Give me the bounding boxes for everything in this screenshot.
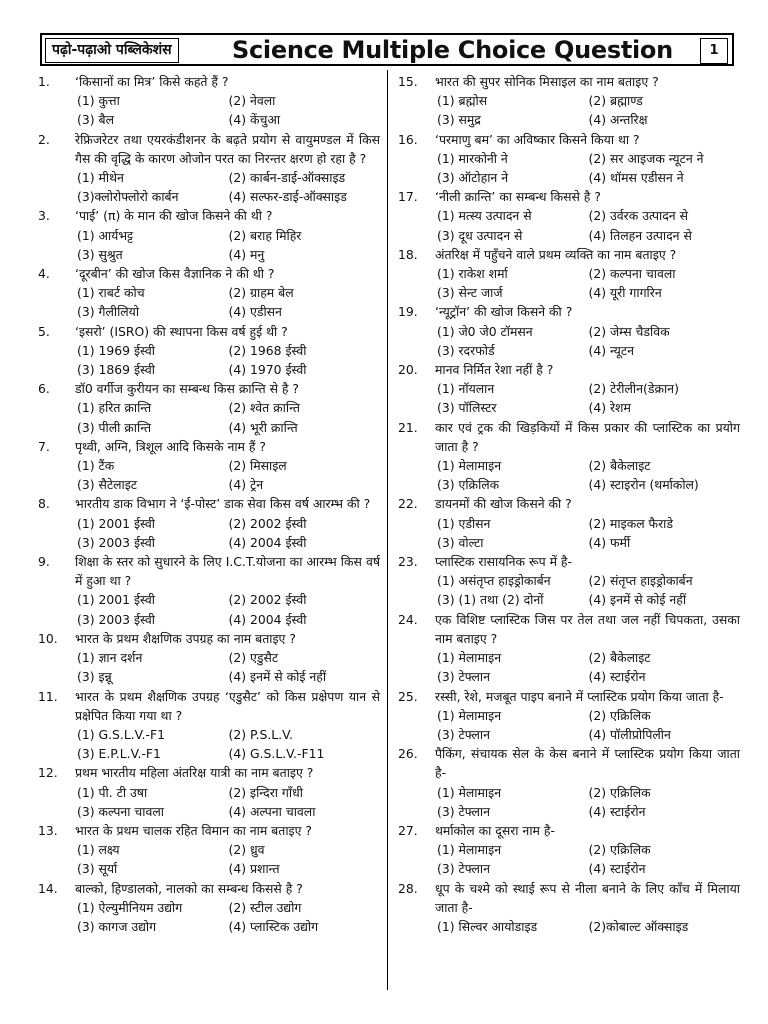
question-text: भारतीय डाक विभाग ने ‘ई-पोस्ट’ डाक सेवा किस वर्ष आरम्भ की ?: [75, 496, 371, 512]
left-column: [38, 72, 380, 936]
option-text: (1) मीथेन: [77, 170, 124, 186]
option-text: (3) 2003 ईस्वी: [77, 534, 155, 550]
question-text: मानव निर्मित रेशा नहीं है ?: [435, 362, 554, 378]
question-text: पैकिंग, संचायक सेल के केस बनाने में प्लास्टिक प्रयोग किया जाता है-: [435, 746, 740, 781]
publisher-label: पढ़ो-पढ़ाओ पब्लिकेशंस: [45, 38, 179, 63]
option-text: (4) एडीसन: [228, 304, 282, 320]
option-text: (3) पॉलिस्टर: [437, 400, 497, 416]
option-text: (3) E.P.L.V.-F1: [77, 746, 161, 762]
options-grid: [435, 917, 740, 936]
option-text: (1) असंतृप्त हाइड्रोकार्बन: [437, 573, 551, 589]
options-grid: [75, 840, 380, 878]
option-text: (3) कागज उद्योग: [77, 918, 157, 934]
option-text: (2) माइकल फैराडे: [588, 515, 674, 531]
question-text: ‘न्यूट्रॉन’ की खोज किसने की ?: [435, 304, 573, 320]
option-text: (2) ग्राहम बेल: [228, 285, 294, 301]
option-text: (3) ऑटोहान ने: [437, 170, 509, 186]
question-item: [398, 360, 740, 418]
option-text: (3) टेफ्लान: [437, 861, 491, 877]
question-text: कार एवं ट्रक की खिड़कियों में किस प्रकार की प्लास्टिक का प्रयोग जाता है ?: [435, 419, 740, 454]
question-number: 10.: [38, 630, 58, 646]
question-item: [398, 302, 740, 360]
options-grid: [75, 398, 380, 436]
options-grid: [75, 725, 380, 763]
option-text: (1) लक्ष्य: [77, 842, 120, 858]
option-text: (4) 2004 ईस्वी: [228, 534, 307, 550]
question-text: ‘किसानों का मित्र’ किसे कहते हैं ?: [75, 74, 229, 89]
option-text: (1) ज्ञान दर्शन: [77, 650, 143, 666]
question-number: 25.: [398, 688, 418, 704]
question-number: 26.: [398, 746, 418, 762]
option-text: (3) गैलीलियो: [77, 304, 140, 320]
option-text: (3) रदरफोर्ड: [437, 342, 495, 358]
option-text: (3) 2003 ईस्वी: [77, 611, 155, 627]
question-text: पृथ्वी, अग्नि, त्रिशूल आदि किसके नाम हैं ?: [75, 438, 266, 454]
page-header: [40, 33, 734, 66]
option-text: (2)कोबाल्ट ऑक्साइड: [588, 918, 689, 934]
option-text: (4) प्लास्टिक उद्योग: [228, 918, 319, 934]
question-number: 17.: [398, 189, 418, 205]
option-text: (4) 2004 ईस्वी: [228, 611, 307, 627]
question-item: [38, 322, 380, 380]
options-grid: [435, 91, 740, 129]
options-grid: [75, 226, 380, 264]
options-grid: [75, 168, 380, 206]
option-text: (1) 2001 ईस्वी: [77, 592, 155, 608]
options-grid: [75, 283, 380, 321]
option-text: (1) ऐल्युमीनियम उद्योग: [77, 899, 183, 915]
question-number: 3.: [38, 208, 50, 224]
option-text: (2) श्वेत क्रान्ति: [228, 400, 300, 416]
options-grid: [75, 590, 380, 628]
question-text: धूप के चश्मे को स्थाई रूप से नीला बनाने के लिए काँच में मिलाया जाता है-: [435, 880, 740, 915]
options-grid: [435, 322, 740, 360]
question-number: 9.: [38, 554, 50, 570]
option-text: (3) समुद्र: [437, 112, 481, 128]
options-grid: [435, 264, 740, 302]
option-text: (1) पी. टी उषा: [77, 784, 148, 800]
option-text: (4) स्टाइरोन (थर्माकोल): [588, 477, 699, 493]
option-text: (3) सुश्रुत: [77, 246, 123, 262]
option-text: (1) एडीसन: [437, 515, 491, 531]
options-grid: [75, 341, 380, 379]
option-text: (3) (1) तथा (2) दोनों: [437, 592, 544, 608]
question-item: [38, 552, 380, 629]
question-number: 22.: [398, 496, 418, 512]
option-text: (2) कार्बन-डाई-ऑक्साइड: [228, 170, 346, 186]
question-text: एक विशिष्ट प्लास्टिक जिस पर तेल तथा जल नहीं चिपकता, उसका नाम बताइए ?: [435, 611, 740, 646]
question-text: प्रथम भारतीय महिला अंतरिक्ष यात्री का नाम बताइए ?: [75, 765, 314, 781]
question-item: [398, 744, 740, 821]
option-text: (4) केंचुआ: [228, 112, 281, 128]
option-text: (3) टेफ्लान: [437, 726, 491, 742]
option-text: (4) पॉलीप्रोपिलीन: [588, 726, 671, 742]
question-item: [398, 494, 740, 552]
options-grid: [435, 571, 740, 609]
question-number: 4.: [38, 266, 50, 282]
options-grid: [75, 898, 380, 936]
question-item: [38, 687, 380, 764]
question-text: ‘परमाणु बम’ का अविष्कार किसने किया था ?: [435, 131, 640, 147]
options-grid: [435, 379, 740, 417]
question-item: [398, 821, 740, 879]
option-text: (2) सर आइजक न्यूटन ने: [588, 150, 704, 166]
question-text: प्लास्टिक रासायनिक रूप में है-: [435, 554, 572, 570]
question-number: 19.: [398, 304, 418, 320]
option-text: (2) 2002 ईस्वी: [228, 592, 307, 608]
option-text: (1) कुत्ता: [77, 93, 120, 109]
question-number: 8.: [38, 496, 50, 512]
question-number: 23.: [398, 554, 418, 570]
options-grid: [435, 706, 740, 744]
option-text: (4) इनमें से कोई नहीं: [228, 669, 327, 685]
question-text: अंतरिक्ष में पहुँचने वाले प्रथम व्यक्ति का नाम बताइए ?: [435, 246, 677, 262]
question-item: [398, 130, 740, 188]
page-number: 1: [700, 38, 728, 64]
question-text: थर्माकोल का दूसरा नाम है-: [435, 822, 555, 838]
question-item: [38, 879, 380, 937]
question-item: [38, 763, 380, 821]
question-text: शिक्षा के स्तर को सुधारने के लिए I.C.T.योजना का आरम्भ किस वर्ष में हुआ था ?: [75, 554, 380, 589]
option-text: (3) सैटेलाइट: [77, 477, 138, 493]
question-number: 1.: [38, 74, 50, 89]
option-text: (4) थॉमस एडीसन ने: [588, 170, 684, 186]
question-number: 14.: [38, 880, 58, 896]
option-text: (4) फर्मी: [588, 534, 631, 550]
option-text: (1) टैंक: [77, 458, 115, 474]
option-text: (4) 1970 ईस्वी: [228, 362, 307, 378]
option-text: (1) G.S.L.V.-F1: [77, 726, 165, 742]
option-text: (2) इन्दिरा गाँधी: [228, 784, 303, 800]
option-text: (3) इन्नू: [77, 669, 112, 685]
question-item: [398, 879, 740, 937]
option-text: (1) मेलामाइन: [437, 842, 502, 858]
option-text: (2) स्टील उद्योग: [228, 899, 302, 915]
option-text: (2) बैकेलाइट: [588, 650, 651, 666]
question-item: [38, 130, 380, 207]
option-text: (3) एक्रिलिक: [437, 477, 500, 493]
option-text: (1) राबर्ट कोच: [77, 285, 145, 301]
options-grid: [435, 149, 740, 187]
options-grid: [435, 840, 740, 878]
option-text: (3) टेफ्लान: [437, 669, 491, 685]
option-text: (2) एडुसैट: [228, 650, 279, 666]
option-text: (2) बराह मिहिर: [228, 227, 302, 243]
question-number: 6.: [38, 381, 50, 397]
question-item: [398, 72, 740, 130]
question-item: [398, 418, 740, 495]
option-text: (3) टेफ्लान: [437, 803, 491, 819]
question-number: 5.: [38, 323, 50, 339]
option-text: (2) ब्रह्माण्ड: [588, 93, 643, 109]
option-text: (2) उर्वरक उत्पादन से: [588, 208, 688, 224]
options-grid: [435, 456, 740, 494]
option-text: (2) एक्रिलिक: [588, 784, 651, 800]
question-item: [398, 552, 740, 610]
option-text: (4) प्रशान्त: [228, 861, 280, 877]
option-text: (2) कल्पना चावला: [588, 266, 676, 282]
question-item: [398, 245, 740, 303]
question-item: [398, 187, 740, 245]
options-grid: [75, 91, 380, 129]
question-item: [38, 629, 380, 687]
options-grid: [435, 783, 740, 821]
option-text: (3) सेन्ट जार्ज: [437, 285, 503, 301]
option-text: (1) मेलामाइन: [437, 784, 502, 800]
option-text: (1) 1969 ईस्वी: [77, 342, 155, 358]
option-text: (1) मारकोनी ने: [437, 150, 508, 166]
question-item: [38, 379, 380, 437]
option-text: (3) कल्पना चावला: [77, 803, 164, 819]
option-text: (2) जेम्स चैडविक: [588, 323, 670, 339]
page-title: Science Multiple Choice Question: [232, 36, 673, 64]
option-text: (4) स्टाईरोन: [588, 669, 646, 685]
question-text: ‘पाई’ (π) के मान की खोज किसने की थी ?: [75, 208, 273, 224]
question-text: बाल्को, हिण्डालको, नालको का सम्बन्ध किससे है ?: [75, 880, 303, 896]
column-divider: [387, 70, 388, 990]
option-text: (2) मिसाइल: [228, 458, 287, 474]
option-text: (4) अल्पना चावला: [228, 803, 316, 819]
question-text: भारत की सुपर सोनिक मिसाइल का नाम बताइए ?: [435, 74, 659, 89]
option-text: (1) आर्यभट्ट: [77, 227, 134, 243]
option-text: (3) बैल: [77, 112, 114, 128]
question-number: 16.: [398, 131, 418, 147]
options-grid: [75, 783, 380, 821]
question-number: 27.: [398, 822, 418, 838]
question-item: [398, 687, 740, 745]
option-text: (1) मेलामाइन: [437, 707, 502, 723]
option-text: (4) G.S.L.V.-F11: [228, 746, 325, 762]
option-text: (2) एक्रिलिक: [588, 707, 651, 723]
option-text: (2) टेरीलीन(डेक्रान): [588, 381, 679, 397]
option-text: (4) स्टाईरोन: [588, 861, 646, 877]
question-number: 24.: [398, 611, 418, 627]
option-text: (1) मेलामाइन: [437, 458, 502, 474]
question-number: 7.: [38, 438, 50, 454]
option-text: (4) रेशम: [588, 400, 631, 416]
option-text: (1) सिल्वर आयोडाइड: [437, 918, 538, 934]
option-text: (3) दूध उत्पादन से: [437, 227, 523, 243]
question-item: [398, 610, 740, 687]
option-text: (1) मत्स्य उत्पादन से: [437, 208, 532, 224]
question-item: [38, 206, 380, 264]
question-text: ‘इसरो’ (ISRO) की स्थापना किस वर्ष हुई थी ?: [75, 323, 288, 339]
option-text: (2) एक्रिलिक: [588, 842, 651, 858]
option-text: (2) नेवला: [228, 93, 276, 109]
question-text: भारत के प्रथम शैक्षणिक उपग्रह ‘एडुसैट’ को किस प्रक्षेपण यान से प्रक्षेपित किया गया था ?: [75, 688, 380, 723]
question-text: डायनमों की खोज किसने की ?: [435, 496, 572, 512]
option-text: (4) तिलहन उत्पादन से: [588, 227, 692, 243]
question-text: ‘दूरबीन’ की खोज किस वैज्ञानिक ने की थी ?: [75, 266, 275, 282]
question-text: भारत के प्रथम शैक्षणिक उपग्रह का नाम बताइए ?: [75, 630, 296, 646]
question-item: [38, 264, 380, 322]
option-text: (2) संतृप्त हाइड्रोकार्बन: [588, 573, 693, 589]
options-grid: [435, 648, 740, 686]
question-text: रस्सी, रेशे, मजबूत पाइप बनाने में प्लास्टिक प्रयोग किया जाता है-: [435, 688, 724, 704]
right-column: [398, 72, 740, 936]
question-number: 12.: [38, 765, 58, 781]
question-number: 28.: [398, 880, 418, 896]
options-grid: [435, 514, 740, 552]
question-item: [38, 494, 380, 552]
option-text: (4) सल्फर-डाई-ऑक्साइड: [228, 189, 347, 205]
option-text: (4) भूरी क्रान्ति: [228, 419, 298, 435]
options-grid: [75, 456, 380, 494]
question-text: ‘नीली क्रान्ति’ का सम्बन्ध किससे है ?: [435, 189, 601, 205]
question-number: 11.: [38, 688, 58, 704]
option-text: (3) वोल्टा: [437, 534, 484, 550]
question-item: [38, 72, 380, 130]
question-item: [38, 437, 380, 495]
option-text: (3)क्लोरोफ्लोरो कार्बन: [77, 189, 179, 205]
question-number: 13.: [38, 822, 58, 838]
option-text: (4) स्टाईरोन: [588, 803, 646, 819]
option-text: (1) 2001 ईस्वी: [77, 515, 155, 531]
question-number: 21.: [398, 419, 418, 435]
option-text: (3) 1869 ईस्वी: [77, 362, 155, 378]
option-text: (2) बैकेलाइट: [588, 458, 651, 474]
question-number: 2.: [38, 131, 50, 147]
question-number: 18.: [398, 246, 418, 262]
options-grid: [75, 648, 380, 686]
option-text: (4) यूरी गागरिन: [588, 285, 662, 301]
option-text: (1) हरित क्रान्ति: [77, 400, 152, 416]
option-text: (2) 2002 ईस्वी: [228, 515, 307, 531]
option-text: (4) इनमें से कोई नहीं: [588, 592, 687, 608]
question-number: 15.: [398, 74, 418, 89]
option-text: (1) नॉयलान: [437, 381, 495, 397]
option-text: (1) राकेश शर्मा: [437, 266, 508, 282]
option-text: (2) P.S.L.V.: [228, 726, 293, 742]
option-text: (1) मेलामाइन: [437, 650, 502, 666]
option-text: (3) पीली क्रान्ति: [77, 419, 152, 435]
question-text: रेफ्रिजरेटर तथा एयरकंडीशनर के बढ़ते प्रयोग से वायुमण्डल में किस गैस की वृद्धि के कारण ओजोन परत का निरन्तर क्षरण हो रहा है ?: [75, 131, 380, 166]
options-grid: [75, 514, 380, 552]
option-text: (1) जे0 जे0 टॉमसन: [437, 323, 533, 339]
option-text: (1) ब्रह्मोस: [437, 93, 488, 109]
option-text: (2) 1968 ईस्वी: [228, 342, 307, 358]
option-text: (4) मनु: [228, 246, 265, 262]
option-text: (4) न्यूटन: [588, 342, 634, 358]
options-grid: [435, 206, 740, 244]
option-text: (3) सूर्या: [77, 861, 118, 877]
question-number: 20.: [398, 362, 418, 378]
option-text: (4) ट्रेन: [228, 477, 264, 493]
question-text: भारत के प्रथम चालक रहित विमान का नाम बताइए ?: [75, 822, 312, 838]
question-text: डॉ0 वर्गीज कुरीयन का सम्बन्ध किस क्रान्ति से है ?: [75, 381, 299, 397]
question-item: [38, 821, 380, 879]
option-text: (4) अन्तरिक्ष: [588, 112, 648, 128]
option-text: (2) ध्रुव: [228, 842, 265, 858]
